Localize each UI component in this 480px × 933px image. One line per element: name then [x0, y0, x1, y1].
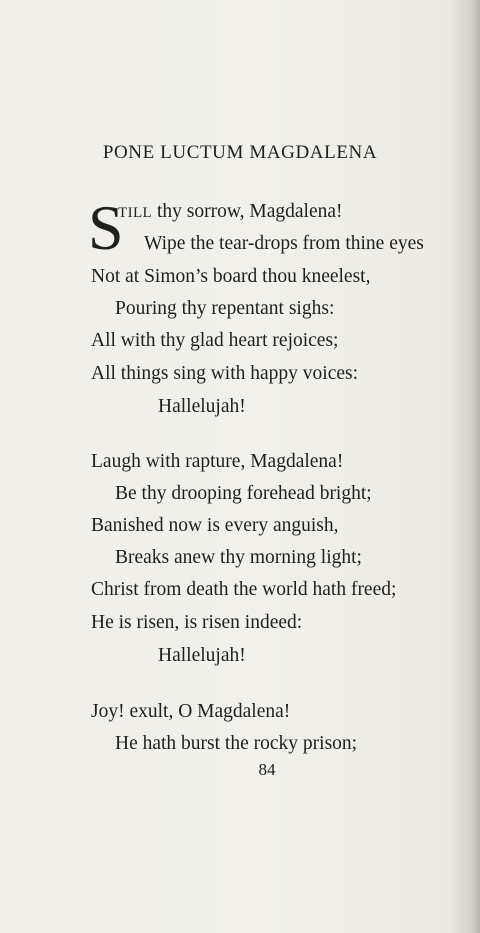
- poem-line: [118, 200, 343, 225]
- poem-line: Hallelujah!: [158, 645, 246, 666]
- poem-line: He is risen, is risen indeed:: [91, 612, 303, 633]
- poem-line: He hath burst the rocky prison;: [115, 733, 358, 754]
- poem-line-text: thy sorrow, Magdalena!: [152, 201, 343, 222]
- poem-line: Hallelujah!: [158, 396, 246, 417]
- poem-line: Laugh with rapture, Magdalena!: [91, 451, 344, 472]
- poem-line: Breaks anew thy morning light;: [115, 547, 362, 568]
- poem-line: All things sing with happy voices:: [91, 363, 359, 384]
- poem-line: All with thy glad heart rejoices;: [91, 330, 339, 351]
- smallcaps-word: TILL: [118, 205, 153, 221]
- drop-cap: S: [88, 192, 124, 263]
- page-number: 84: [258, 760, 276, 779]
- poem-line: Pouring thy repentant sighs:: [115, 298, 335, 319]
- poem-line: Be thy drooping forehead bright;: [115, 483, 372, 504]
- poem-title: PONE LUCTUM MAGDALENA: [102, 142, 378, 163]
- page-gutter-shadow: [472, 0, 480, 933]
- poem-line: Joy! exult, O Magdalena!: [91, 701, 291, 722]
- poem-line: Wipe the tear-drops from thine eyes: [144, 233, 424, 254]
- poem-line: Not at Simon’s board thou kneelest,: [91, 266, 371, 287]
- poem-line: Christ from death the world hath freed;: [91, 579, 397, 600]
- poem-line: Banished now is every anguish,: [91, 515, 339, 536]
